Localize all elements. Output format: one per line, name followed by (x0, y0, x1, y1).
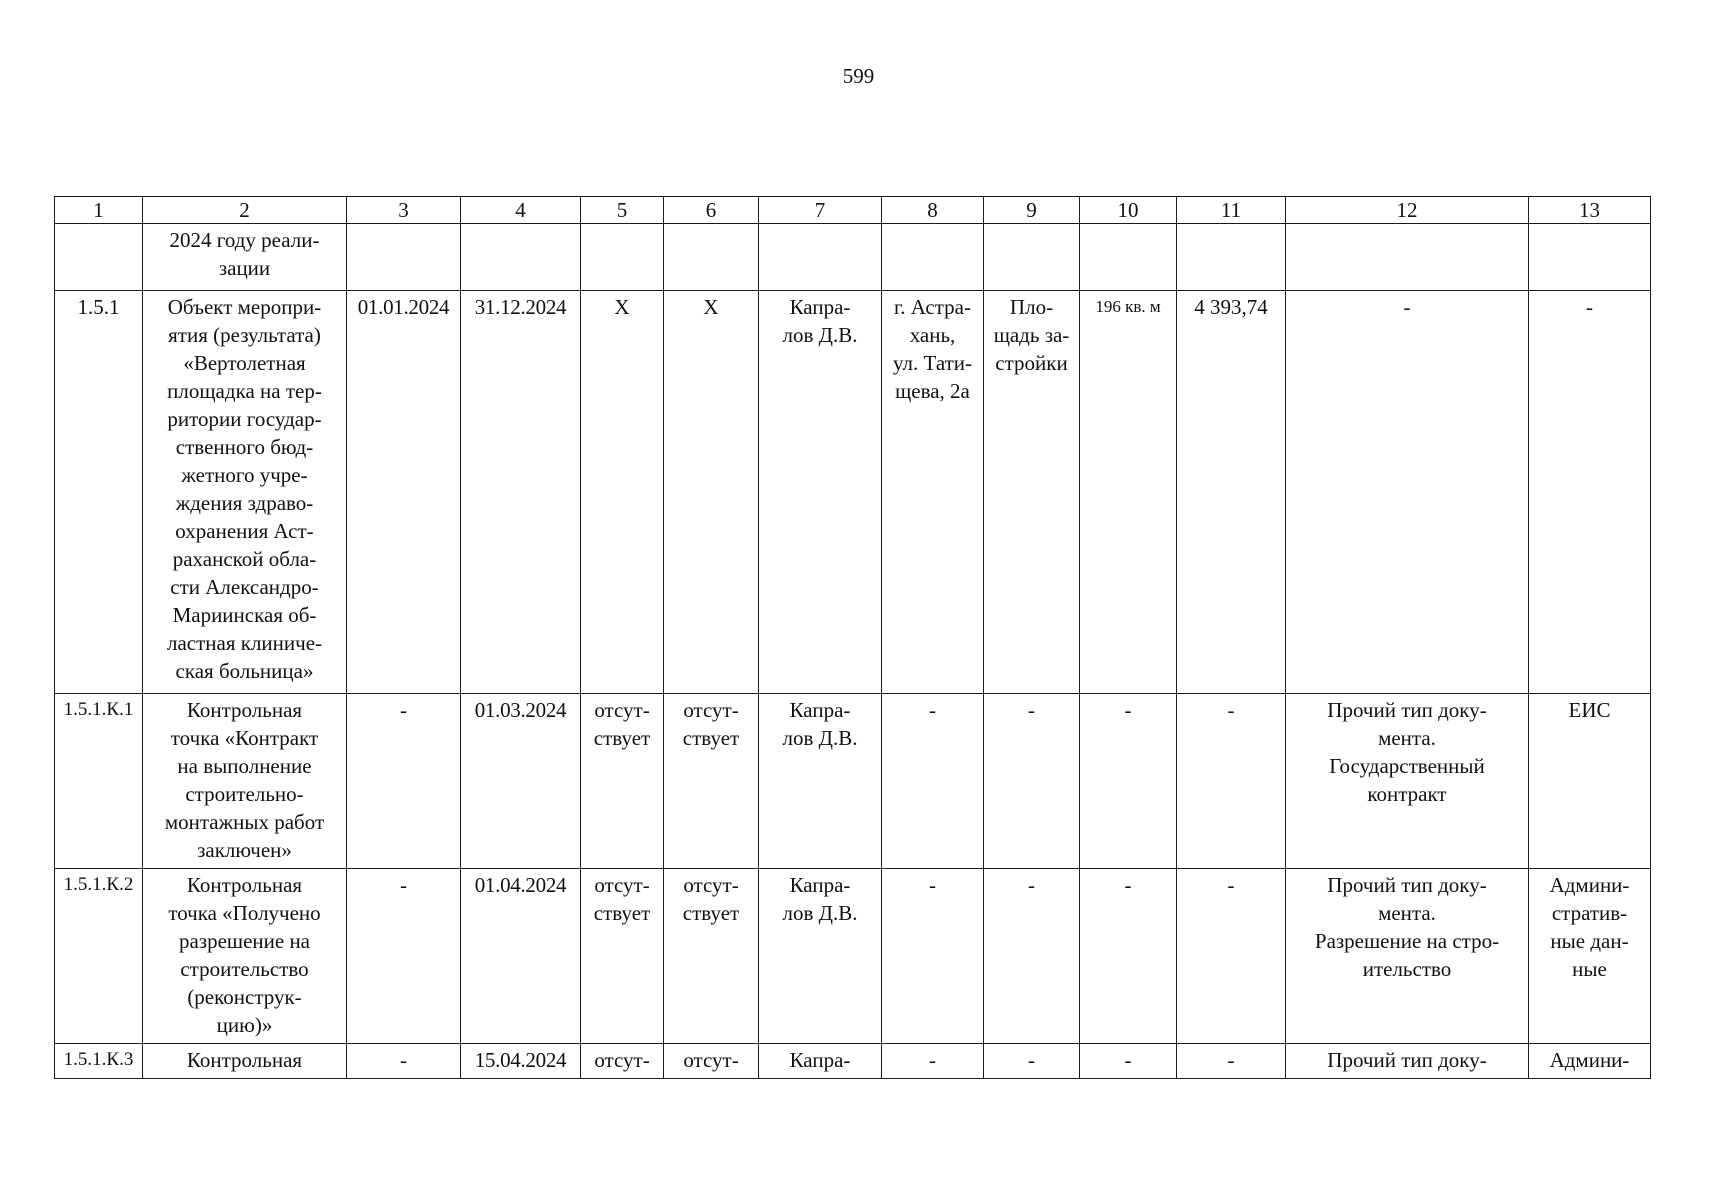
column-number-row (55, 197, 1651, 224)
cell-col6: отсут- (664, 1044, 759, 1079)
amount: - (1177, 1044, 1286, 1079)
column-number: 6 (664, 197, 759, 224)
amount: - (1177, 869, 1286, 1044)
document-type: - (1286, 291, 1529, 694)
start-date: - (347, 694, 461, 869)
measure (1080, 224, 1177, 291)
table-row (55, 1044, 1651, 1079)
start-date: 01.01.2024 (347, 291, 461, 694)
cell-col5: отсут- ствует (581, 694, 664, 869)
info-system: Админи- (1529, 1044, 1651, 1079)
end-date: 01.04.2024 (461, 869, 581, 1044)
info-system (1529, 224, 1651, 291)
cell-col5: X (581, 291, 664, 694)
characteristic: - (984, 694, 1080, 869)
amount (1177, 224, 1286, 291)
end-date: 01.03.2024 (461, 694, 581, 869)
address: - (882, 694, 984, 869)
address: г. Астра- хань, ул. Тати- щева, 2а (882, 291, 984, 694)
document-type: Прочий тип доку- (1286, 1044, 1529, 1079)
row-code: 1.5.1.К.3 (55, 1044, 143, 1079)
measure: - (1080, 1044, 1177, 1079)
info-system: - (1529, 291, 1651, 694)
column-number: 3 (347, 197, 461, 224)
address (882, 224, 984, 291)
responsible: Капра- лов Д.В. (759, 694, 882, 869)
end-date: 31.12.2024 (461, 291, 581, 694)
characteristic (984, 224, 1080, 291)
responsible: Капра- лов Д.В. (759, 869, 882, 1044)
measure: 196 кв. м (1080, 291, 1177, 694)
column-number: 10 (1080, 197, 1177, 224)
document-type: Прочий тип доку- мента. Разрешение на стро- ительство (1286, 869, 1529, 1044)
responsible: Капра- (759, 1044, 882, 1079)
responsible (759, 224, 882, 291)
end-date (461, 224, 581, 291)
amount: 4 393,74 (1177, 291, 1286, 694)
responsible: Капра- лов Д.В. (759, 291, 882, 694)
start-date: - (347, 1044, 461, 1079)
cell-col6: отсут- ствует (664, 869, 759, 1044)
table-row (55, 291, 1651, 694)
cell-col6: отсут- ствует (664, 694, 759, 869)
column-number: 9 (984, 197, 1080, 224)
column-number: 8 (882, 197, 984, 224)
column-number: 7 (759, 197, 882, 224)
cell-col5: отсут- ствует (581, 869, 664, 1044)
end-date: 15.04.2024 (461, 1044, 581, 1079)
row-code: 1.5.1 (55, 291, 143, 694)
column-number: 12 (1286, 197, 1529, 224)
start-date (347, 224, 461, 291)
info-system: ЕИС (1529, 694, 1651, 869)
cell-col6: X (664, 291, 759, 694)
row-code: 1.5.1.К.1 (55, 694, 143, 869)
row-name: Контрольная (143, 1044, 347, 1079)
row-name: Объект меропри- ятия (результата) «Вертолетная площадка на тер- ритории государ- ственного бюд- жетного учре- ждения здраво- охранения Аст- раханской обла- сти Александро- Мариинская об- ластная клиниче- ская больница» (143, 291, 347, 694)
column-number: 5 (581, 197, 664, 224)
column-number: 2 (143, 197, 347, 224)
document-type: Прочий тип доку- мента. Государственный контракт (1286, 694, 1529, 869)
table-row (55, 869, 1651, 1044)
column-number: 13 (1529, 197, 1651, 224)
characteristic: Пло- щадь за- стройки (984, 291, 1080, 694)
row-code (55, 224, 143, 291)
info-system: Админи- стратив- ные дан- ные (1529, 869, 1651, 1044)
row-name: Контрольная точка «Получено разрешение на строительство (реконструк- цию)» (143, 869, 347, 1044)
document-type (1286, 224, 1529, 291)
start-date: - (347, 869, 461, 1044)
characteristic: - (984, 869, 1080, 1044)
row-code: 1.5.1.К.2 (55, 869, 143, 1044)
cell-col5: отсут- (581, 1044, 664, 1079)
address: - (882, 869, 984, 1044)
address: - (882, 1044, 984, 1079)
cell-col6 (664, 224, 759, 291)
table-row (55, 224, 1651, 291)
page-number: 599 (842, 64, 875, 88)
data-table (54, 196, 1651, 1079)
amount: - (1177, 694, 1286, 869)
measure: - (1080, 694, 1177, 869)
column-number: 4 (461, 197, 581, 224)
column-number: 1 (55, 197, 143, 224)
cell-col5 (581, 224, 664, 291)
row-name: Контрольная точка «Контракт на выполнение строительно- монтажных работ заключен» (143, 694, 347, 869)
measure: - (1080, 869, 1177, 1044)
table-row (55, 694, 1651, 869)
characteristic: - (984, 1044, 1080, 1079)
row-name: 2024 году реали- зации (143, 224, 347, 291)
column-number: 11 (1177, 197, 1286, 224)
